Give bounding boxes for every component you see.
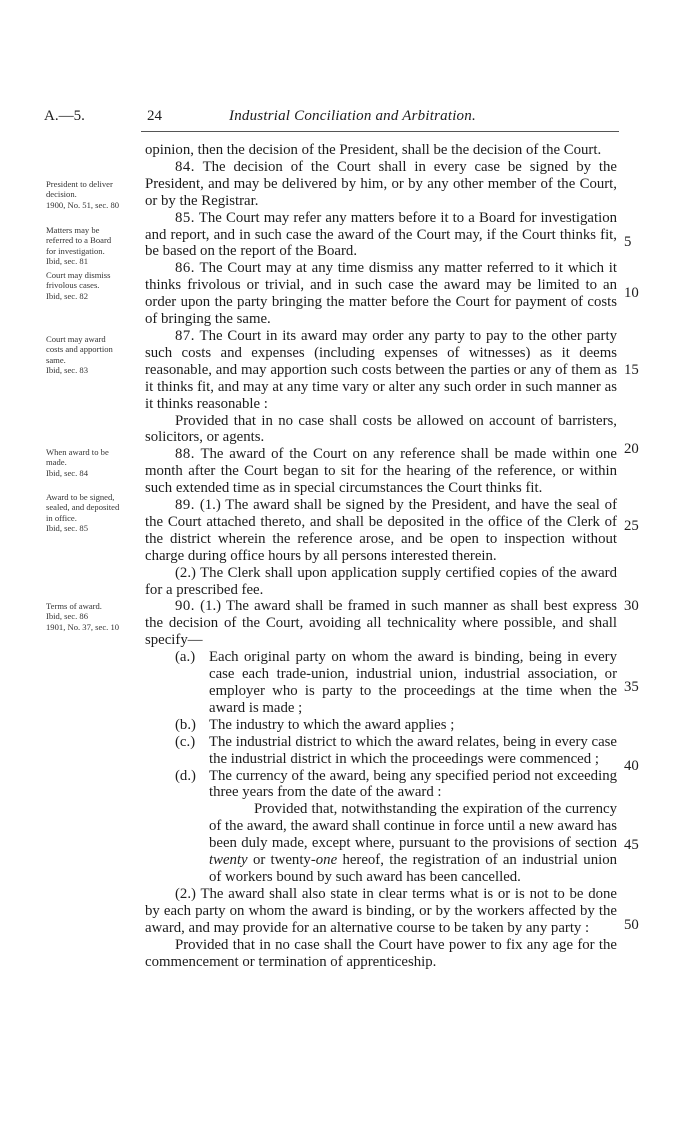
line-number: 25	[624, 518, 639, 534]
item-text: The industry to which the award applies ;	[209, 716, 455, 733]
item-label: (a.)	[175, 649, 196, 666]
margin-note-line: frivolous cases.	[46, 280, 100, 291]
margin-note	[46, 447, 141, 478]
section-text: The decision of the Court shall in every case be signed by the President, and may be delivered by him, or by any other member of the Court, or by the Registrar.	[145, 158, 617, 209]
line-number: 15	[624, 362, 639, 378]
proviso	[145, 801, 617, 886]
line-number: 50	[624, 917, 639, 933]
section-text: The Court in its award may order any party to pay to the other party such costs and expenses (including expenses of witnesses) as it deems reasonable, and may apportion such costs between the parties or any of them as it thinks fit, and may at any time vary or alter any such order in such manner as it thinks reasonable :	[145, 327, 617, 412]
section-text: The Court may at any time dismiss any matter referred to it which it thinks frivolous or trivial, and in such case the award may be limited to an order upon the party bringing the matter before the Court for payment of costs of bringing the same.	[145, 260, 618, 328]
margin-note-line: Terms of award.	[46, 601, 102, 611]
document-reference: A.—5.	[44, 108, 85, 124]
item-text: Each original party on whom the award is binding, being in every case each trade-union, industrial union, industrial association, or employer who is party to the proceedings at the time when the award is made ;	[209, 649, 617, 716]
margin-note	[46, 225, 141, 266]
section-87	[145, 328, 617, 413]
margin-note-line: same.	[46, 354, 66, 365]
proviso-text: or twenty-	[252, 852, 316, 869]
line-number: 30	[624, 598, 639, 614]
margin-note-line: made.	[46, 457, 67, 468]
margin-note-line: 1900, No. 51, sec. 80	[46, 199, 120, 210]
line-number: 35	[624, 679, 639, 695]
margin-note-line: Ibid, sec. 83	[46, 364, 89, 375]
margin-note-line: Court may dismiss	[46, 270, 111, 280]
paragraph: opinion, then the decision of the President, shall be the decision of the Court.	[145, 142, 602, 158]
margin-note-line: Ibid, sec. 82	[46, 290, 89, 301]
margin-note-line: Ibid, sec. 85	[46, 522, 89, 533]
margin-note-line: in office.	[46, 512, 77, 523]
section-text: The Court may refer any matters before it to a Board for investigation and report, and in such case the award of the Court may, if the Court thinks fit, be based on the report of the Board.	[145, 209, 617, 260]
section-number: 90.	[175, 598, 195, 615]
section-88	[145, 446, 617, 497]
item-label: (b.)	[175, 716, 196, 733]
section-text: (1.) The award shall be signed by the President, and have the seal of the Court attached thereto, and shall be deposited in the office of the Clerk of the district wherein the reference arose, and be open to inspection without charge during office hours by all persons interested therein.	[145, 497, 617, 564]
header-rule	[141, 131, 619, 132]
page-number: 24	[147, 108, 162, 124]
section-90	[145, 598, 617, 649]
section-number: 85.	[175, 209, 195, 226]
margin-note-line: Ibid, sec. 86	[46, 611, 89, 622]
section-84	[145, 159, 617, 210]
section-number: 89.	[175, 497, 195, 514]
emphasis: twenty	[209, 852, 248, 869]
line-number: 10	[624, 285, 639, 301]
list-item	[145, 649, 617, 717]
list-item	[145, 717, 617, 734]
line-number: 5	[624, 234, 632, 250]
proviso: Provided that in no case shall costs be allowed on account of barristers, solicitors, or agents.	[145, 412, 617, 446]
section-number: 84.	[175, 158, 195, 175]
margin-note	[46, 334, 141, 375]
margin-note-line: Court may award	[46, 334, 106, 344]
section-text: The award of the Court on any reference shall be made within one month after the Court began to sit for the hearing of the reference, or within such extended time as in special circumstances the Court thinks fit.	[145, 446, 617, 497]
item-text: The industrial district to which the award relates, being in every case the industrial district in which the proceedings were commenced ;	[209, 733, 617, 767]
margin-note-line: When award to be	[46, 447, 109, 457]
section-85	[145, 210, 617, 261]
margin-note-line: referred to a Board	[46, 235, 112, 246]
margin-note-line: for investigation.	[46, 245, 105, 256]
margin-note-line: Award to be signed,	[46, 492, 115, 502]
margin-note-line: President to deliver	[46, 179, 113, 189]
margin-note-line: 1901, No. 37, sec. 10	[46, 621, 120, 632]
emphasis: one	[315, 852, 338, 869]
section-number: 88.	[175, 446, 195, 463]
proviso-text: hereof, the registration of an industrial union of workers bound by such award has been cancelled.	[209, 852, 618, 885]
subsection: (2.) The award shall also state in clear terms what is or is not to be done by each party on whom the award is binding, or by the workers affected by the award, and may provide for an alternative course to be taken by any party :	[145, 885, 617, 936]
body-text	[145, 142, 617, 970]
list-item	[145, 734, 617, 768]
subsection: (2.) The Clerk shall upon application supply certified copies of the award for a prescribed fee.	[145, 564, 617, 598]
margin-note-line: costs and apportion	[46, 344, 113, 355]
margin-note-line: Ibid, sec. 84	[46, 467, 89, 478]
margin-note	[46, 179, 141, 210]
item-label: (c.)	[175, 733, 196, 750]
running-title: Industrial Conciliation and Arbitration.	[229, 108, 476, 124]
proviso: Provided that in no case shall the Court have power to fix any age for the commencement or termination of apprenticeship.	[145, 936, 617, 970]
margin-note-line: Matters may be	[46, 225, 100, 235]
section-text: (1.) The award shall be framed in such manner as shall best express the decision of the Court, avoiding all technicality where possible, and shall specify—	[145, 598, 618, 649]
margin-note-line: decision.	[46, 189, 77, 200]
margin-note	[46, 492, 141, 533]
line-number: 45	[624, 837, 639, 853]
list-item	[145, 768, 617, 802]
margin-note	[46, 601, 141, 632]
line-number: 40	[624, 758, 639, 774]
margin-note	[46, 270, 141, 301]
section-89	[145, 497, 617, 565]
item-text: The currency of the award, being any specified period not exceeding three years from the date of the award :	[209, 767, 617, 801]
margin-note-line: sealed, and deposited	[46, 502, 120, 513]
proviso-text: Provided that, notwithstanding the expiration of the currency of the award, the award shall continue in force until a new award has been duly made, except where, pursuant to the provisions of section	[209, 801, 617, 852]
margin-note-line: Ibid, sec. 81	[46, 255, 89, 266]
section-number: 87.	[175, 327, 195, 344]
section-86	[145, 260, 617, 328]
line-number: 20	[624, 441, 639, 457]
section-number: 86.	[175, 260, 195, 277]
item-label: (d.)	[175, 767, 196, 784]
